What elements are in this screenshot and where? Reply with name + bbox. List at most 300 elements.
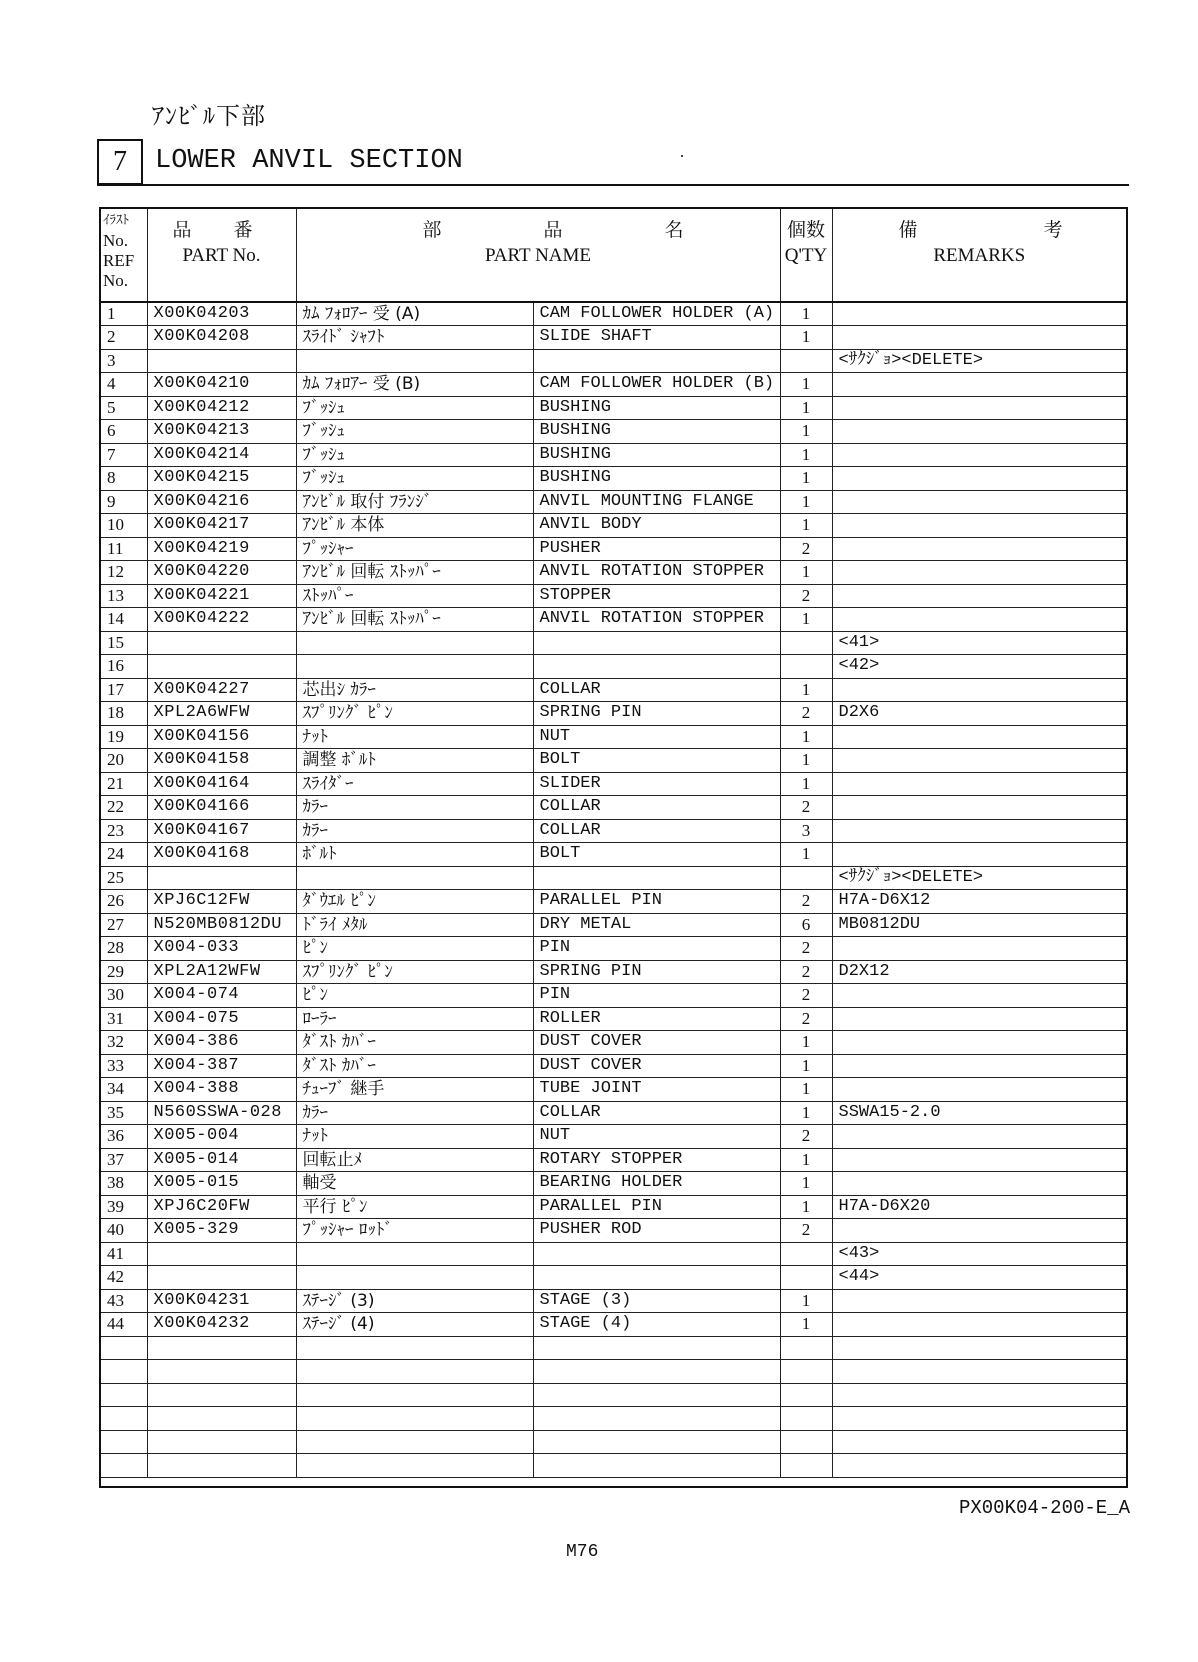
part-name-jp-cell: ｽﾄｯﾊﾟｰ (296, 584, 533, 608)
ref-cell: 6 (101, 420, 147, 444)
table-row (101, 843, 1126, 867)
remarks-cell (832, 678, 1126, 702)
qty-cell (780, 1454, 832, 1478)
remarks-cell (832, 561, 1126, 585)
ref-cell: 26 (101, 890, 147, 914)
part-no-cell: X00K04217 (147, 514, 296, 538)
part-name-en-cell (533, 1266, 780, 1290)
remarks-cell: D2X6 (832, 702, 1126, 726)
part-name-jp-cell: ﾎﾞﾙﾄ (296, 843, 533, 867)
part-no-cell: XPJ6C12FW (147, 890, 296, 914)
remarks-cell (832, 725, 1126, 749)
table-row (101, 772, 1126, 796)
qty-header-en: Q'TY (784, 245, 828, 266)
part-name-jp-cell: ｽﾌﾟﾘﾝｸﾞ ﾋﾟﾝ (296, 960, 533, 984)
part-name-jp-cell: ｱﾝﾋﾞﾙ 回転 ｽﾄｯﾊﾟｰ (296, 561, 533, 585)
ref-cell: 4 (101, 373, 147, 397)
part-name-jp-cell (296, 1266, 533, 1290)
qty-cell: 2 (780, 796, 832, 820)
part-name-en-cell: ANVIL ROTATION STOPPER (533, 561, 780, 585)
table-row (101, 1266, 1126, 1290)
table-row (101, 1125, 1126, 1149)
ref-cell: 23 (101, 819, 147, 843)
part-name-jp-cell: ﾋﾟﾝ (296, 984, 533, 1008)
col-header-part-no (147, 209, 296, 302)
table-row (101, 725, 1126, 749)
part-name-en-cell: ANVIL BODY (533, 514, 780, 538)
remarks-cell (832, 772, 1126, 796)
part-name-jp-cell: ﾀﾞｳｴﾙ ﾋﾟﾝ (296, 890, 533, 914)
qty-cell: 1 (780, 514, 832, 538)
ref-cell: 20 (101, 749, 147, 773)
qty-cell: 1 (780, 678, 832, 702)
part-name-jp-cell: ﾌﾞｯｼｭ (296, 420, 533, 444)
part-name-en-cell (533, 1430, 780, 1454)
ref-cell: 37 (101, 1148, 147, 1172)
qty-cell: 2 (780, 584, 832, 608)
part-name-en-cell: COLLAR (533, 678, 780, 702)
ref-header-no: No. (103, 231, 129, 250)
part-no-cell: X00K04215 (147, 467, 296, 491)
part-name-en-cell: STAGE (3) (533, 1289, 780, 1313)
qty-cell (780, 349, 832, 373)
part-no-cell: X00K04210 (147, 373, 296, 397)
part-name-jp-cell: ﾅｯﾄ (296, 725, 533, 749)
part-name-en-cell (533, 1407, 780, 1431)
ref-cell: 8 (101, 467, 147, 491)
table-row (101, 584, 1126, 608)
part-name-jp-cell: 回転止ﾒ (296, 1148, 533, 1172)
part-name-jp-cell (296, 1383, 533, 1407)
qty-cell: 1 (780, 725, 832, 749)
ref-cell (101, 1430, 147, 1454)
scan-speck (681, 155, 683, 157)
part-no-cell: X00K04166 (147, 796, 296, 820)
part-no-cell: X004-386 (147, 1031, 296, 1055)
part-name-en-cell (533, 631, 780, 655)
ref-cell: 14 (101, 608, 147, 632)
table-row (101, 326, 1126, 350)
table-row (101, 1407, 1126, 1431)
ref-cell (101, 1360, 147, 1384)
ref-header-ref: REF (103, 251, 135, 270)
qty-cell: 3 (780, 819, 832, 843)
part-name-en-cell: ROTARY STOPPER (533, 1148, 780, 1172)
ref-cell: 34 (101, 1078, 147, 1102)
ref-cell: 11 (101, 537, 147, 561)
table-row (101, 1101, 1126, 1125)
remarks-cell (832, 1360, 1126, 1384)
part-name-en-cell: SPRING PIN (533, 960, 780, 984)
remarks-cell (832, 1054, 1126, 1078)
part-name-jp-cell: ｽﾃｰｼﾞ (3) (296, 1289, 533, 1313)
qty-cell: 1 (780, 561, 832, 585)
qty-cell: 1 (780, 443, 832, 467)
part-name-header-jp-1: 部 (422, 219, 442, 241)
part-no-cell: X00K04213 (147, 420, 296, 444)
ref-cell: 7 (101, 443, 147, 467)
table-row (101, 890, 1126, 914)
part-name-jp-cell: ﾌﾞｯｼｭ (296, 396, 533, 420)
table-row (101, 913, 1126, 937)
part-name-en-cell: NUT (533, 1125, 780, 1149)
part-name-en-cell: DUST COVER (533, 1054, 780, 1078)
qty-cell: 1 (780, 1148, 832, 1172)
part-name-jp-cell: ｽﾌﾟﾘﾝｸﾞ ﾋﾟﾝ (296, 702, 533, 726)
part-no-cell: N520MB0812DU (147, 913, 296, 937)
part-name-jp-cell (296, 1430, 533, 1454)
table-row (101, 1289, 1126, 1313)
ref-cell: 3 (101, 349, 147, 373)
part-no-cell: X00K04227 (147, 678, 296, 702)
remarks-cell (832, 467, 1126, 491)
ref-cell: 35 (101, 1101, 147, 1125)
part-no-cell (147, 655, 296, 679)
remarks-cell (832, 514, 1126, 538)
ref-cell: 28 (101, 937, 147, 961)
part-name-jp-cell: ｽﾗｲﾀﾞｰ (296, 772, 533, 796)
qty-cell: 2 (780, 937, 832, 961)
remarks-cell (832, 420, 1126, 444)
part-name-en-cell (533, 1383, 780, 1407)
table-row (101, 1195, 1126, 1219)
table-row (101, 1454, 1126, 1478)
part-no-cell (147, 1430, 296, 1454)
qty-cell: 1 (780, 1313, 832, 1337)
ref-header-no2: No. (103, 271, 129, 290)
qty-cell: 1 (780, 396, 832, 420)
part-name-jp-cell: ﾁｭｰﾌﾞ 継手 (296, 1078, 533, 1102)
part-no-cell: X00K04219 (147, 537, 296, 561)
part-name-en-cell: PUSHER ROD (533, 1219, 780, 1243)
qty-cell (780, 631, 832, 655)
ref-cell: 17 (101, 678, 147, 702)
part-name-jp-cell (296, 1407, 533, 1431)
table-row (101, 1383, 1126, 1407)
ref-cell: 15 (101, 631, 147, 655)
part-name-en-cell: STAGE (4) (533, 1313, 780, 1337)
qty-cell (780, 1430, 832, 1454)
table-row (101, 1313, 1126, 1337)
qty-cell (780, 1360, 832, 1384)
part-name-jp-cell (296, 349, 533, 373)
qty-cell (780, 1407, 832, 1431)
ref-cell: 19 (101, 725, 147, 749)
title-underline (97, 184, 1129, 186)
remarks-cell (832, 1007, 1126, 1031)
part-no-cell: X00K04164 (147, 772, 296, 796)
table-row (101, 655, 1126, 679)
remarks-cell: <ｻｸｼﾞｮ><DELETE> (832, 349, 1126, 373)
table-row (101, 1430, 1126, 1454)
part-name-jp-cell: ｶﾑ ﾌｫﾛｱｰ 受 (A) (296, 302, 533, 326)
table-header-row (101, 209, 1126, 302)
remarks-header-en: REMARKS (933, 245, 1026, 266)
part-name-en-cell: COLLAR (533, 796, 780, 820)
remarks-cell (832, 749, 1126, 773)
part-no-cell: X00K04212 (147, 396, 296, 420)
ref-cell: 31 (101, 1007, 147, 1031)
remarks-header-jp: 備 考 (898, 219, 1123, 241)
table-row (101, 302, 1126, 326)
remarks-cell: <ｻｸｼﾞｮ><DELETE> (832, 866, 1126, 890)
part-name-header-jp-2: 品 (543, 219, 563, 241)
section-title-japanese: ｱﾝﾋﾞﾙ下部 (152, 102, 266, 130)
qty-cell: 2 (780, 1007, 832, 1031)
ref-cell: 25 (101, 866, 147, 890)
ref-cell (101, 1336, 147, 1360)
part-no-cell (147, 1360, 296, 1384)
part-name-en-cell: PUSHER (533, 537, 780, 561)
ref-cell: 2 (101, 326, 147, 350)
part-no-cell: X004-388 (147, 1078, 296, 1102)
qty-cell (780, 1336, 832, 1360)
remarks-cell (832, 1336, 1126, 1360)
parts-table-body (101, 302, 1126, 1477)
qty-cell: 1 (780, 373, 832, 397)
ref-cell: 41 (101, 1242, 147, 1266)
remarks-cell (832, 1407, 1126, 1431)
part-name-en-cell: COLLAR (533, 1101, 780, 1125)
table-row (101, 1007, 1126, 1031)
page-number: M76 (566, 1542, 599, 1562)
part-no-cell: XPL2A6WFW (147, 702, 296, 726)
ref-cell: 44 (101, 1313, 147, 1337)
part-name-jp-cell: ﾌﾟｯｼｬｰ ﾛｯﾄﾞ (296, 1219, 533, 1243)
part-name-jp-cell: ｶﾗｰ (296, 819, 533, 843)
remarks-cell (832, 1078, 1126, 1102)
part-no-cell (147, 1242, 296, 1266)
qty-cell: 2 (780, 537, 832, 561)
part-no-cell: X00K04220 (147, 561, 296, 585)
remarks-cell (832, 1125, 1126, 1149)
part-name-jp-cell (296, 631, 533, 655)
part-name-en-cell: SPRING PIN (533, 702, 780, 726)
table-row (101, 490, 1126, 514)
table-row (101, 467, 1126, 491)
table-row (101, 443, 1126, 467)
table-row (101, 1172, 1126, 1196)
remarks-cell: MB0812DU (832, 913, 1126, 937)
part-no-cell: X005-004 (147, 1125, 296, 1149)
qty-cell: 1 (780, 1101, 832, 1125)
part-name-en-cell: PARALLEL PIN (533, 890, 780, 914)
qty-cell: 1 (780, 1078, 832, 1102)
part-no-cell: X005-329 (147, 1219, 296, 1243)
ref-cell (101, 1407, 147, 1431)
part-no-cell: X00K04221 (147, 584, 296, 608)
col-header-remarks (832, 209, 1126, 302)
part-no-cell (147, 866, 296, 890)
part-no-cell (147, 1383, 296, 1407)
ref-cell: 13 (101, 584, 147, 608)
ref-cell: 9 (101, 490, 147, 514)
remarks-cell (832, 1148, 1126, 1172)
qty-cell: 1 (780, 1172, 832, 1196)
remarks-cell (832, 1313, 1126, 1337)
part-name-jp-cell: ﾄﾞﾗｲ ﾒﾀﾙ (296, 913, 533, 937)
remarks-cell (832, 373, 1126, 397)
part-no-cell: N560SSWA-028 (147, 1101, 296, 1125)
part-name-jp-cell: ﾀﾞｽﾄ ｶﾊﾞｰ (296, 1031, 533, 1055)
part-name-en-cell: BEARING HOLDER (533, 1172, 780, 1196)
qty-cell (780, 1266, 832, 1290)
col-header-qty (780, 209, 832, 302)
part-name-jp-cell: ﾅｯﾄ (296, 1125, 533, 1149)
ref-header-jp: ｲﾗｽﾄ (103, 213, 129, 228)
remarks-cell (832, 1031, 1126, 1055)
part-name-en-cell (533, 866, 780, 890)
qty-cell: 1 (780, 420, 832, 444)
part-name-en-cell: DUST COVER (533, 1031, 780, 1055)
remarks-cell (832, 490, 1126, 514)
table-row (101, 749, 1126, 773)
table-row (101, 1219, 1126, 1243)
part-no-cell: X004-033 (147, 937, 296, 961)
ref-cell: 1 (101, 302, 147, 326)
remarks-cell: <42> (832, 655, 1126, 679)
part-no-header-en: PART No. (182, 245, 261, 266)
part-name-en-cell: BUSHING (533, 443, 780, 467)
part-name-jp-cell (296, 1242, 533, 1266)
ref-cell: 16 (101, 655, 147, 679)
table-row (101, 1054, 1126, 1078)
remarks-cell (832, 1172, 1126, 1196)
parts-table (101, 209, 1126, 1478)
ref-cell: 36 (101, 1125, 147, 1149)
part-name-en-cell: BOLT (533, 749, 780, 773)
remarks-cell (832, 396, 1126, 420)
part-no-cell: X00K04203 (147, 302, 296, 326)
part-name-en-cell: ANVIL ROTATION STOPPER (533, 608, 780, 632)
table-row (101, 960, 1126, 984)
qty-cell: 1 (780, 326, 832, 350)
ref-cell: 33 (101, 1054, 147, 1078)
table-row (101, 819, 1126, 843)
part-name-header-en: PART NAME (484, 245, 592, 266)
qty-cell: 1 (780, 772, 832, 796)
qty-cell: 1 (780, 467, 832, 491)
remarks-cell (832, 984, 1126, 1008)
part-name-jp-cell: 芯出ｼ ｶﾗｰ (296, 678, 533, 702)
part-name-en-cell: CAM FOLLOWER HOLDER (B) (533, 373, 780, 397)
qty-header-jp: 個数 (787, 219, 826, 241)
part-name-en-cell: ANVIL MOUNTING FLANGE (533, 490, 780, 514)
part-name-en-cell: DRY METAL (533, 913, 780, 937)
table-row (101, 866, 1126, 890)
part-name-jp-cell (296, 655, 533, 679)
qty-cell: 1 (780, 1054, 832, 1078)
part-name-jp-cell (296, 1454, 533, 1478)
remarks-cell (832, 302, 1126, 326)
table-row (101, 937, 1126, 961)
part-no-cell (147, 1266, 296, 1290)
part-name-jp-cell: ｽﾗｲﾄﾞ ｼｬﾌﾄ (296, 326, 533, 350)
remarks-cell: H7A-D6X12 (832, 890, 1126, 914)
part-no-cell (147, 1336, 296, 1360)
table-row (101, 373, 1126, 397)
part-no-cell: X00K04167 (147, 819, 296, 843)
qty-cell: 1 (780, 490, 832, 514)
part-name-jp-cell: ｱﾝﾋﾞﾙ 取付 ﾌﾗﾝｼﾞ (296, 490, 533, 514)
table-row (101, 420, 1126, 444)
part-name-en-cell: CAM FOLLOWER HOLDER (A) (533, 302, 780, 326)
qty-cell: 2 (780, 1125, 832, 1149)
part-no-cell (147, 349, 296, 373)
table-row (101, 702, 1126, 726)
ref-cell: 24 (101, 843, 147, 867)
table-row (101, 1242, 1126, 1266)
qty-cell: 1 (780, 1195, 832, 1219)
part-no-cell: X00K04222 (147, 608, 296, 632)
part-name-jp-cell: ｽﾃｰｼﾞ (4) (296, 1313, 533, 1337)
part-name-en-cell: PIN (533, 937, 780, 961)
qty-cell (780, 1242, 832, 1266)
part-name-jp-cell: 調整 ﾎﾞﾙﾄ (296, 749, 533, 773)
parts-list-sheet (99, 207, 1128, 1488)
table-row (101, 1336, 1126, 1360)
part-name-jp-cell: ｶﾑ ﾌｫﾛｱｰ 受 (B) (296, 373, 533, 397)
part-name-jp-cell: ｱﾝﾋﾞﾙ 回転 ｽﾄｯﾊﾟｰ (296, 608, 533, 632)
remarks-cell (832, 584, 1126, 608)
part-name-jp-cell (296, 1336, 533, 1360)
table-row (101, 349, 1126, 373)
section-number: 7 (97, 139, 143, 185)
table-row (101, 1078, 1126, 1102)
part-no-cell: X004-074 (147, 984, 296, 1008)
col-header-part-name (296, 209, 780, 302)
table-row (101, 396, 1126, 420)
part-no-cell: X005-015 (147, 1172, 296, 1196)
part-name-en-cell: BUSHING (533, 467, 780, 491)
part-name-jp-cell: ﾌﾞｯｼｭ (296, 443, 533, 467)
part-name-jp-cell (296, 1360, 533, 1384)
qty-cell: 1 (780, 843, 832, 867)
remarks-cell (832, 537, 1126, 561)
table-row (101, 1031, 1126, 1055)
qty-cell (780, 1383, 832, 1407)
remarks-cell (832, 819, 1126, 843)
remarks-cell: H7A-D6X20 (832, 1195, 1126, 1219)
remarks-cell (832, 1454, 1126, 1478)
ref-cell: 40 (101, 1219, 147, 1243)
ref-cell (101, 1383, 147, 1407)
qty-cell: 1 (780, 302, 832, 326)
ref-cell: 5 (101, 396, 147, 420)
part-name-jp-cell: ｶﾗｰ (296, 1101, 533, 1125)
table-row (101, 678, 1126, 702)
part-no-cell: X00K04231 (147, 1289, 296, 1313)
part-name-en-cell (533, 1454, 780, 1478)
remarks-cell: <44> (832, 1266, 1126, 1290)
qty-cell: 2 (780, 984, 832, 1008)
part-no-cell: X00K04214 (147, 443, 296, 467)
part-no-cell: XPJ6C20FW (147, 1195, 296, 1219)
part-name-jp-cell (296, 866, 533, 890)
part-no-cell: X00K04158 (147, 749, 296, 773)
qty-cell: 1 (780, 1289, 832, 1313)
remarks-cell (832, 937, 1126, 961)
part-no-cell: X005-014 (147, 1148, 296, 1172)
table-row (101, 1360, 1126, 1384)
remarks-cell (832, 608, 1126, 632)
part-name-jp-cell: 平行 ﾋﾟﾝ (296, 1195, 533, 1219)
ref-cell: 21 (101, 772, 147, 796)
qty-cell: 1 (780, 749, 832, 773)
col-header-ref (101, 209, 147, 302)
qty-cell: 2 (780, 960, 832, 984)
table-row (101, 796, 1126, 820)
